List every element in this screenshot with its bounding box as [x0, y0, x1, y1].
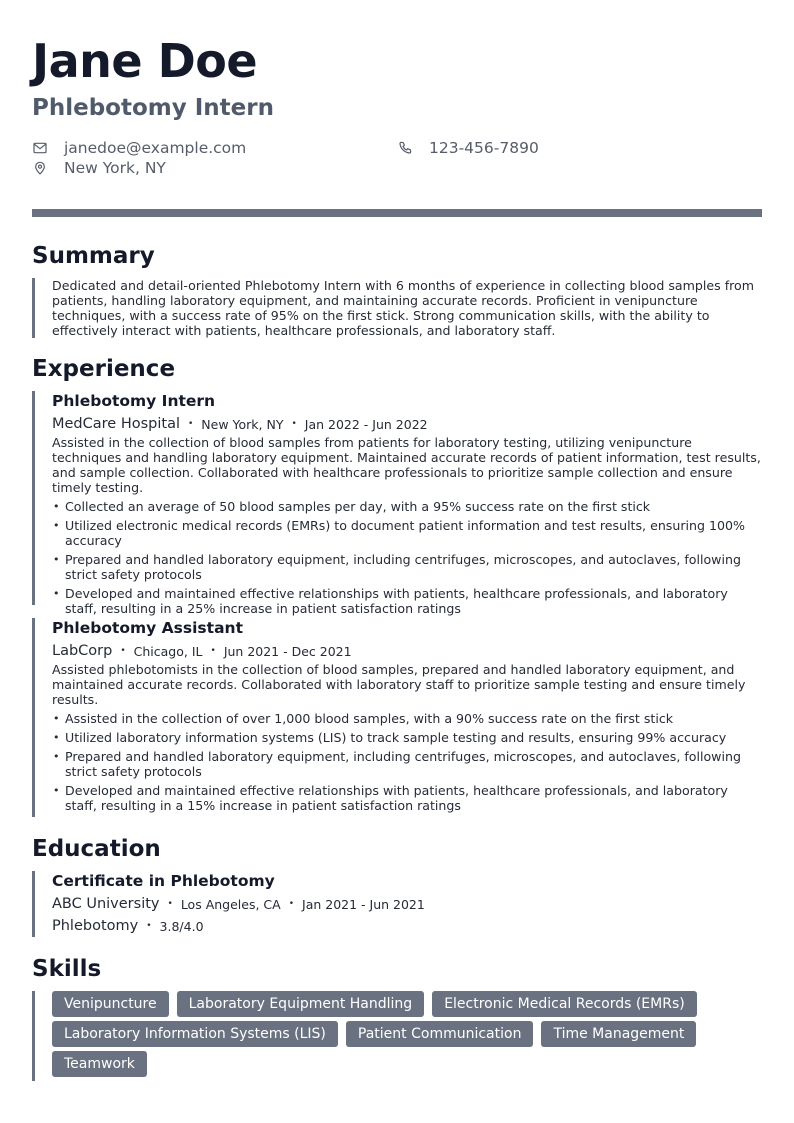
bullet-item: • Developed and maintained effective relationships with patients, healthcare professionals, and laboratory staff, resulting in a 15% increase in patient satisfaction ratings — [52, 783, 762, 813]
bullet-item: • Utilized laboratory information systems (LIS) to track sample testing and results, ensuring 99% accuracy — [52, 730, 762, 745]
education-item — [32, 871, 762, 937]
job-description: Assisted phlebotomists in the collection of blood samples, prepared and handled laboratory equipment, and maintained accurate records. Collaborated with laboratory staff to prioritize sample testing and ensure timely results. — [52, 662, 746, 707]
experience-item — [32, 391, 762, 616]
separator-dot: • — [291, 419, 297, 429]
job-bullets — [52, 499, 762, 616]
skill-chip: Patient Communication — [346, 1021, 534, 1047]
skill-chip: Laboratory Equipment Handling — [177, 991, 425, 1017]
job-title: Phlebotomy Intern — [52, 392, 216, 410]
skill-chip: Time Management — [541, 1021, 696, 1047]
gpa-value: 3.8/4.0 — [159, 918, 204, 934]
bullet-item: • Assisted in the collection of over 1,000 blood samples, with a 90% success rate on the first stick — [52, 711, 762, 726]
bullet-item: • Utilized electronic medical records (EMRs) to document patient information and test results, ensuring 100% accuracy — [52, 518, 762, 548]
header-divider — [32, 209, 762, 217]
field-of-study: Phlebotomy — [52, 918, 139, 934]
email-text: janedoe@example.com — [64, 139, 247, 157]
map-pin-icon — [32, 160, 48, 176]
job-meta — [52, 414, 762, 434]
skill-chip: Venipuncture — [52, 991, 169, 1017]
job-title: Phlebotomy Assistant — [52, 619, 243, 637]
separator-dot: • — [167, 899, 173, 909]
experience-heading: Experience — [32, 356, 176, 382]
job-location: Chicago, IL — [133, 643, 203, 659]
separator-dot: • — [187, 419, 194, 429]
contact-location — [32, 158, 166, 178]
education-heading: Education — [32, 836, 161, 862]
experience-item — [32, 618, 762, 817]
skill-chip: Laboratory Information Systems (LIS) — [52, 1021, 338, 1047]
bullet-item: • Prepared and handled laboratory equipment, including centrifuges, microscopes, and autoclaves, following strict safety protocols — [52, 749, 762, 779]
separator-dot: • — [210, 646, 216, 656]
summary-block — [32, 278, 762, 338]
contact-phone[interactable] — [397, 138, 539, 158]
summary-heading: Summary — [32, 243, 155, 269]
company-name: LabCorp — [52, 643, 113, 659]
degree-title: Certificate in Phlebotomy — [52, 872, 275, 890]
education-meta — [52, 894, 762, 914]
skill-chip: Electronic Medical Records (EMRs) — [432, 991, 697, 1017]
bullet-item: • Collected an average of 50 blood samples per day, with a 95% success rate on the first stick — [52, 499, 762, 514]
bullet-item: • Prepared and handled laboratory equipment, including centrifuges, microscopes, and autoclaves, following strict safety protocols — [52, 552, 762, 582]
separator-dot: • — [288, 899, 295, 909]
skills-block — [32, 991, 762, 1081]
candidate-role: Phlebotomy Intern — [32, 95, 274, 121]
job-dates: Jun 2021 - Dec 2021 — [223, 643, 352, 659]
skill-chip: Teamwork — [52, 1051, 147, 1077]
location-text: New York, NY — [64, 159, 166, 177]
school-name: ABC University — [52, 896, 160, 912]
job-description: Assisted in the collection of blood samples from patients for laboratory testing, utilizing venipuncture techniques and handling laboratory equipment. Maintained accurate records of patient information, test results, and sample collection. Collaborated with healthcare professionals to prioritize sample collection and ensure timely testing. — [52, 435, 761, 495]
job-bullets — [52, 711, 762, 813]
phone-text: 123-456-7890 — [429, 139, 539, 157]
separator-dot: • — [120, 646, 126, 656]
company-name: MedCare Hospital — [52, 416, 180, 432]
school-location: Los Angeles, CA — [180, 896, 281, 912]
phone-icon — [397, 140, 413, 156]
job-meta — [52, 641, 762, 661]
skills-list — [52, 991, 752, 1081]
candidate-name: Jane Doe — [32, 34, 258, 88]
summary-text: Dedicated and detail-oriented Phlebotomy Intern with 6 months of experience in collecting blood samples from patients, handling laboratory equipment, and maintaining accurate records. Proficient in venipuncture techniques, with a success rate of 95% on the first stick. Strong communication skills, with the ability to effectively interact with patients, healthcare professionals, and laboratory staff. — [52, 278, 755, 338]
separator-dot: • — [146, 921, 152, 931]
mail-icon — [32, 140, 48, 156]
job-dates: Jan 2022 - Jun 2022 — [304, 416, 428, 432]
education-dates: Jan 2021 - Jun 2021 — [302, 896, 425, 912]
education-field-row — [52, 916, 762, 936]
bullet-item: • Developed and maintained effective relationships with patients, healthcare professionals, and laboratory staff, resulting in a 25% increase in patient satisfaction ratings — [52, 586, 762, 616]
skills-heading: Skills — [32, 956, 102, 982]
job-location: New York, NY — [201, 416, 284, 432]
contact-email[interactable] — [32, 138, 246, 158]
